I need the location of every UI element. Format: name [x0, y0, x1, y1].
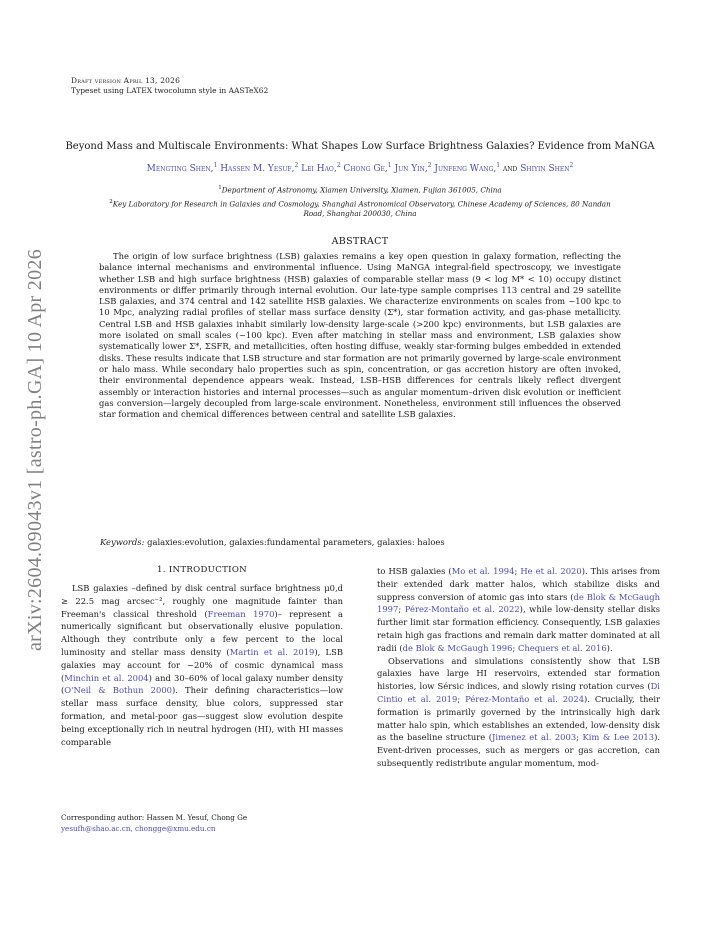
- abstract-heading: ABSTRACT: [331, 236, 389, 247]
- author[interactable]: Jun Yin,$^2$: [394, 162, 432, 174]
- paragraph: to HSB galaxies (Mo et al. 1994; He et al. 2020). This arises from their extended dark matter halos, which stabilize disks and suppress conversion of atomic gas into stars (de Blok & McGaugh 1997; Pérez-Montaño et al. 2022), while low-density stellar disks further limit star formation efficiency. Consequently, LSB galaxies retain high gas fractions and remain dark matter dominated at all radii (de Blok & McGaugh 1996; Chequers et al. 2016).: [377, 566, 661, 653]
- author[interactable]: Chong Ge,$^1$: [343, 162, 392, 174]
- citation-link[interactable]: Chequers et al. 2016: [517, 642, 607, 653]
- citation-link[interactable]: Pérez-Montaño et al. 2022: [404, 604, 520, 615]
- citation-link[interactable]: Mo et al. 1994: [451, 566, 515, 576]
- author-emails[interactable]: yesufh@shao.ac.cn, chongge@xmu.edu.cn: [61, 823, 216, 833]
- section-heading-introduction: 1. INTRODUCTION: [157, 565, 247, 575]
- preprint-header: [71, 76, 268, 96]
- author[interactable]: Junfeng Wang,$^1$: [434, 162, 501, 174]
- arxiv-identifier[interactable]: arXiv:2604.09043v1 [astro-ph.GA] 10 Apr 2026: [24, 248, 46, 652]
- author[interactable]: Shiyin Shen$^2$: [520, 162, 574, 174]
- draft-version-line: Draft version April 13, 2026: [71, 76, 181, 85]
- affiliation-2: $^2$Key Laboratory for Research in Galaxies and Cosmology, Shanghai Astronomical Observatory, Chinese Academy of Sciences, 80 Nandan Road, Shanghai 200030, China: [109, 199, 611, 219]
- paragraph: Observations and simulations consistently show that LSB galaxies have large HI reservoirs, extended star formation histories, low Sérsic indices, and slowly rising rotation curves (Di Cintio et al. 2019; Pérez-Montaño et al. 2024). Crucially, their formation is primarily governed by the intrinsically high dark matter halo spin, which establishes an extended, low-density disk as the baseline structure (Jimenez et al. 2003; Kim & Lee 2013). Event-driven processes, such as mergers or gas accretion, can subsequently redistribute angular momentum, mod-: [377, 655, 661, 768]
- typeset-line: Typeset using LATEX twocolumn style in AASTeX62: [71, 86, 269, 95]
- authors-conjunction: and: [502, 164, 518, 174]
- keywords: [100, 537, 620, 547]
- abstract-text: The origin of low surface brightness (LSB) galaxies remains a key open question in galaxy formation, reflecting the balance internal mechanisms and environmental influence. Using MaNGA integral-field spectroscopy, we investigate whether LSB and high surface brightness (HSB) galaxies of comparable stellar mass (9 < log M* < 10) occupy distinct environments or differ primarily through internal evolution. Our late-type sample comprises 113 central and 29 satellite LSB galaxies, and 374 central and 142 satellite HSB galaxies. We characterize environments on scales from ~100 kpc to 10 Mpc, analyzing radial profiles of stellar mass surface density (Σ*), star formation activity, and gas-phase metallicity. Central LSB and HSB galaxies inhabit similarly low-density large-scale (>200 kpc) environments, but LSB galaxies are more isolated on small scales (~100 kpc). Even after matching in stellar mass and environment, LSB galaxies show systematically lower Σ*, ΣSFR, and metallicities, often hosting diffuse, weakly star-forming bulges embedded in extended disks. These results indicate that LSB structure and star formation are not primarily governed by large-scale environment or halo mass. While secondary halo properties such as spin, concentration, or gas accretion history are often invoked, their environmental dependence appears weak. Instead, LSB–HSB differences for centrals likely reflect divergent assembly or interaction histories and internal processes—such as angular momentum–driven disk evolution or inefficient gas conversion—largely decoupled from large-scale environment. Nonetheless, environment still influences the observed star formation and chemical differences between central and satellite LSB galaxies.: [99, 251, 621, 420]
- intro-column-left: LSB galaxies –defined by disk central surface brightness μ0,d ≥ 22.5 mag arcsec⁻², roughly one magnitude fainter than Freeman's classical threshold (Freeman 1970)– represent a numerically significant but observationally elusive population. Although they contribute only a few percent to the local luminosity and stellar mass density (Martin et al. 2019), LSB galaxies may account for ~20% of cosmic dynamical mass (Minchin et al. 2004) and 30–60% of local galaxy number density (O'Neil & Bothun 2000). Their defining characteristics—low stellar mass surface density, blue colors, suppressed star formation, and metal-poor gas—suggest slow evolution despite being exceptionally rich in neutral hydrogen (HI), with HI masses comparable: [61, 583, 343, 747]
- keywords-text: galaxies:evolution, galaxies:fundamental parameters, galaxies: haloes: [147, 537, 445, 547]
- author[interactable]: Mengting Shen,$^1$: [146, 162, 218, 174]
- citation-link[interactable]: Di Cintio et al. 2019: [377, 681, 660, 704]
- corresponding-author: Corresponding author: Hassen M. Yesuf, Chong Ge: [61, 813, 248, 822]
- author[interactable]: Hassen M. Yesuf,$^2$: [220, 162, 299, 174]
- paper-title: Beyond Mass and Multiscale Environments: What Shapes Low Surface Brightness Galaxies? Evidence from MaNGA: [65, 141, 655, 152]
- keywords-label: Keywords:: [100, 537, 145, 547]
- citation-link[interactable]: O'Neil & Bothun 2000: [64, 685, 172, 696]
- intro-column-right: [377, 565, 660, 770]
- author-list: [40, 162, 680, 174]
- citation-link[interactable]: Jimenez et al. 2003: [492, 732, 577, 743]
- citation-link[interactable]: Freeman 1970: [207, 608, 275, 619]
- citation-link[interactable]: He et al. 2020: [520, 566, 582, 576]
- citation-link[interactable]: Martin et al. 2019: [229, 646, 315, 657]
- citation-link[interactable]: Kim & Lee 2013: [582, 732, 655, 743]
- citation-link[interactable]: de Blok & McGaugh 1997: [377, 591, 660, 615]
- affiliation-1: $^1$Department of Astronomy, Xiamen University, Xiamen, Fujian 361005, China: [218, 185, 502, 195]
- citation-link[interactable]: Pérez-Montaño et al. 2024: [465, 693, 585, 704]
- corresponding-author-note: [61, 813, 247, 834]
- citation-link[interactable]: de Blok & McGaugh 1996: [402, 642, 513, 653]
- citation-link[interactable]: Minchin et al. 2004: [64, 672, 149, 683]
- author[interactable]: Lei Hao,$^2$: [301, 162, 341, 174]
